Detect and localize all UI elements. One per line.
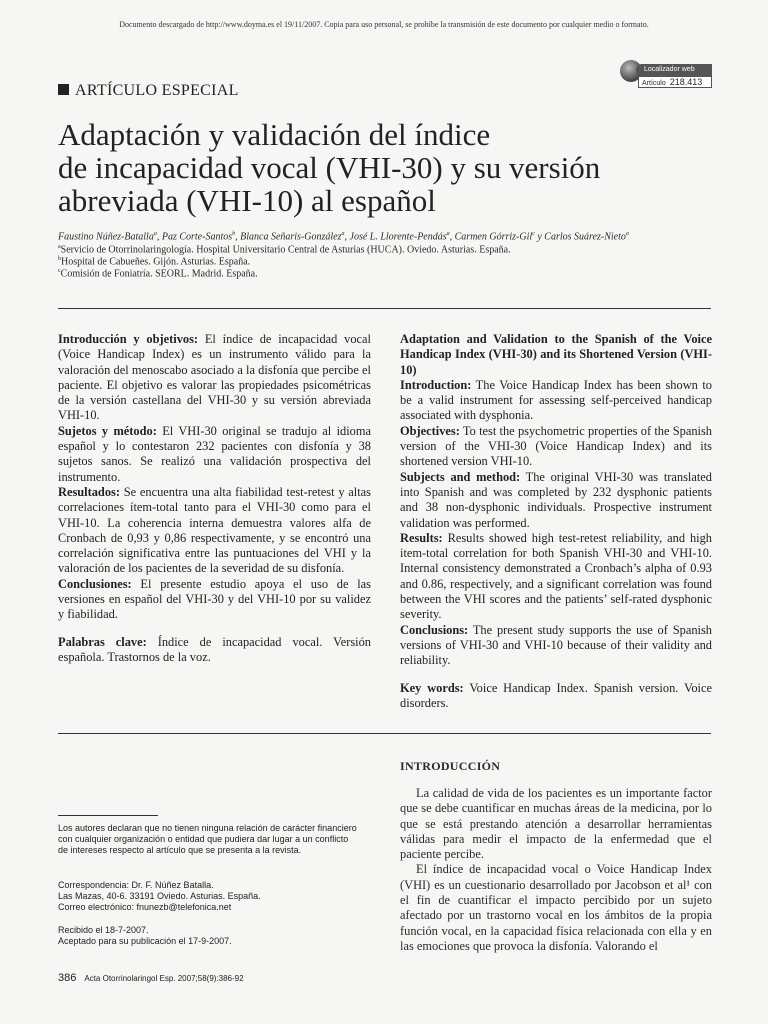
affiliation-sup: b xyxy=(58,256,61,262)
square-bullet-icon xyxy=(58,84,69,95)
author-sup: a xyxy=(153,231,157,237)
abstract-paragraph xyxy=(400,531,712,623)
received-date: Recibido el 18-7-2007. xyxy=(58,925,149,935)
abstract-label: Sujetos y método: xyxy=(58,423,157,438)
abstract-label: Conclusions: xyxy=(400,622,469,637)
abstract-label: Subjects and method: xyxy=(400,469,521,484)
abstract-paragraph xyxy=(58,577,371,623)
article-title xyxy=(58,118,718,217)
download-note: Documento descargado de http://www.doyma.es el 19/11/2007. Copia para uso personal, se prohíbe la transmisión de este documento por cualquier medio o formato. xyxy=(119,20,649,29)
abstract-paragraph xyxy=(400,378,712,424)
author-sup: a xyxy=(625,231,629,237)
divider xyxy=(58,733,711,734)
abstract-paragraph xyxy=(400,470,712,531)
correspondence-line: Correspondencia: Dr. F. Núñez Batalla. xyxy=(58,880,214,890)
keywords xyxy=(400,681,712,712)
author-name: Faustino Núñez-Batalla xyxy=(58,231,154,243)
abstract-label: Introducción y objetivos: xyxy=(58,332,199,346)
abstract-label: Conclusiones: xyxy=(58,576,132,591)
abstract-label: Introduction: xyxy=(400,377,472,392)
affiliation-text: Comisión de Foniatría. SEORL. Madrid. España. xyxy=(60,268,258,280)
abstract-text: El presente estudio apoya el uso de las versiones en español del VHI-30 y del VHI-10 por su validez y fiabilidad. xyxy=(58,576,371,622)
affiliation-text: Servicio de Otorrinolaringología. Hospital Universitario Central de Asturias (HUCA). Oviedo. Asturias. España. xyxy=(60,244,511,256)
author-sup: a xyxy=(446,231,450,237)
abstract-text: The original VHI-30 was translated into Spanish and was completed by 232 dysphonic patients and 38 non-dysphonic individuals. Prospective instrument validation was performed. xyxy=(400,469,712,530)
abstract-text: The present study supports the use of Spanish versions of VHI-30 and VHI-10 because of their validity and reliability. xyxy=(400,622,712,668)
author-name: Blanca Señaris-González xyxy=(240,231,342,243)
divider xyxy=(58,308,711,309)
conflict-text: Los autores declaran que no tienen ninguna relación de carácter financiero con cualquier organización o entidad que pudiera dar lugar a un conflicto de intereses respecto al artículo que se presenta a la revista. xyxy=(58,823,357,855)
abstract-paragraph xyxy=(400,424,712,470)
abstract-text: To test the psychometric properties of the Spanish version of the VHI-30 (Voice Handicap Index) and its shortened version VHI-10. xyxy=(400,423,712,469)
author-name: José L. Llorente-Pendás xyxy=(349,231,447,243)
abstract-text: Se encuentra una alta fiabilidad test-retest y altas correlaciones ítem-total tanto para el VHI-30 como para el VHI-10. La coherencia interna demuestra valores alfa de Cronbach de 0,93 y 0,86 respectivamente, y se encontró una correlación significativa entre las puntuaciones del VHI y la valoración de los pacientes de la severidad de su disfonía. xyxy=(58,484,371,576)
abstract-text: El VHI-30 original se tradujo al idioma español y lo contestaron 232 pacientes con disfonía y 38 sujetos sanos. Se realizó una validación prospectiva del instrumento. xyxy=(58,423,371,484)
web-locator-badge xyxy=(620,60,712,90)
author-name: Paz Corte-Santos xyxy=(161,231,233,243)
author-sup: a xyxy=(341,231,345,237)
conflict-statement xyxy=(58,823,358,856)
keywords-label: Key words: xyxy=(400,680,464,695)
abstract-paragraph xyxy=(58,332,371,424)
abstract-paragraph xyxy=(400,623,712,669)
abstract-paragraph xyxy=(58,485,371,577)
author-sup: c xyxy=(532,231,535,237)
author-name: Carmen Górriz-Gil xyxy=(454,231,533,243)
title-line: abreviada (VHI-10) al español xyxy=(58,183,436,218)
abstract-spanish xyxy=(58,332,371,665)
abstract-text: Results showed high test-retest reliability, and high item-total correlation for both Spanish VHI-30 and VHI-10. Internal consistency demonstrated a Cronbach’s alpha of 0.93 and 0.86, respectively, and a significant correlation was found between the VHI scores and the patients’ self-rated dysphonic severity. xyxy=(400,530,712,622)
abstract-text: El índice de incapacidad vocal (Voice Handicap Index) es un instrumento válido para la valoración del menoscabo asociado a la disfonía que percibe el paciente. El objetivo es valorar las propiedades psicométricas de la versión castellana del VHI-30 y su versión abreviada VHI-10. xyxy=(58,332,371,423)
body-paragraph: El índice de incapacidad vocal o Voice Handicap Index (VHI) es un cuestionario desarrollado por Jacobson et al¹ con el fin de cuantificar el impacto percibido por un sujeto afectado por un trastorno vocal en los ámbitos de la propia función vocal, en la capacidad física relacionada con ella y en las emociones que provoca la disfonía. Valorando el xyxy=(400,862,712,953)
locator-article xyxy=(638,76,712,88)
accepted-date: Aceptado para su publicación el 17-9-2007. xyxy=(58,936,232,946)
affiliation xyxy=(58,266,718,279)
locator-article-number: 218.413 xyxy=(669,77,703,87)
abstract-label: Resultados: xyxy=(58,484,120,499)
locator-article-label: Artículo xyxy=(642,80,666,87)
keywords-text: Voice Handicap Index. Spanish version. Voice disorders. xyxy=(400,680,712,710)
locator-label: Localizador web xyxy=(636,64,712,76)
abstract-title-text: Adaptation and Validation to the Spanish of the Voice Handicap Index (VHI-30) and its Shortened Version (VHI-10) xyxy=(400,332,712,377)
title-line: Adaptación y validación del índice xyxy=(58,117,491,152)
author-list: Faustino Núñez-Batalla$^a$, Paz Corte-Santos$^b$, Blanca Señaris-González$^a$, José L. Llorente-Pendás$^a$, Carmen Górriz-Gil$^c$ y Carlos Suárez-Nieto$^a$ xyxy=(58,231,629,243)
keywords-label: Palabras clave: xyxy=(58,634,147,649)
affiliation-sup: a xyxy=(58,244,61,250)
abstract-label: Objectives: xyxy=(400,423,460,438)
abstract-text: The Voice Handicap Index has been shown to be a valid instrument for assessing self-perceived handicap associated with dysphonia. xyxy=(400,377,712,423)
abstract-title xyxy=(400,332,712,378)
introduction-body xyxy=(400,786,712,954)
abstract-label: Results: xyxy=(400,530,443,545)
affiliation-text: Hospital de Cabueñes. Gijón. Asturias. España. xyxy=(61,256,251,268)
page-footer xyxy=(58,972,244,984)
abstract-paragraph xyxy=(58,424,371,485)
dates xyxy=(58,925,358,947)
correspondence-email[interactable]: Correo electrónico: fnunezb@telefonica.net xyxy=(58,902,232,912)
body-paragraph: La calidad de vida de los pacientes es un importante factor que se debe cuantificar en muchas áreas de la medicina, por lo que se está prestando atención a desarrollar herramientas válidas para medir el impacto de la enfermedad que el paciente percibe. xyxy=(400,786,712,862)
section-label xyxy=(58,82,239,100)
footnote-divider xyxy=(58,815,158,816)
correspondence-line: Las Mazas, 40-6. 33191 Oviedo. Asturias. España. xyxy=(58,891,261,901)
page-number: 386 xyxy=(58,972,77,984)
affiliation-sup: c xyxy=(58,268,61,274)
correspondence xyxy=(58,880,358,913)
section-heading: INTRODUCCIÓN xyxy=(400,759,501,773)
section-label-text: ARTÍCULO ESPECIAL xyxy=(75,82,239,99)
author-sup: b xyxy=(232,231,236,237)
keywords xyxy=(58,635,371,666)
journal-citation: Acta Otorrinolaringol Esp. 2007;58(9):386-92 xyxy=(84,974,244,983)
keywords-text: Índice de incapacidad vocal. Versión española. Trastornos de la voz. xyxy=(58,634,371,664)
title-line: de incapacidad vocal (VHI-30) y su versión xyxy=(58,150,601,185)
abstract-english xyxy=(400,332,712,711)
author-name: Carlos Suárez-Nieto xyxy=(544,231,626,243)
